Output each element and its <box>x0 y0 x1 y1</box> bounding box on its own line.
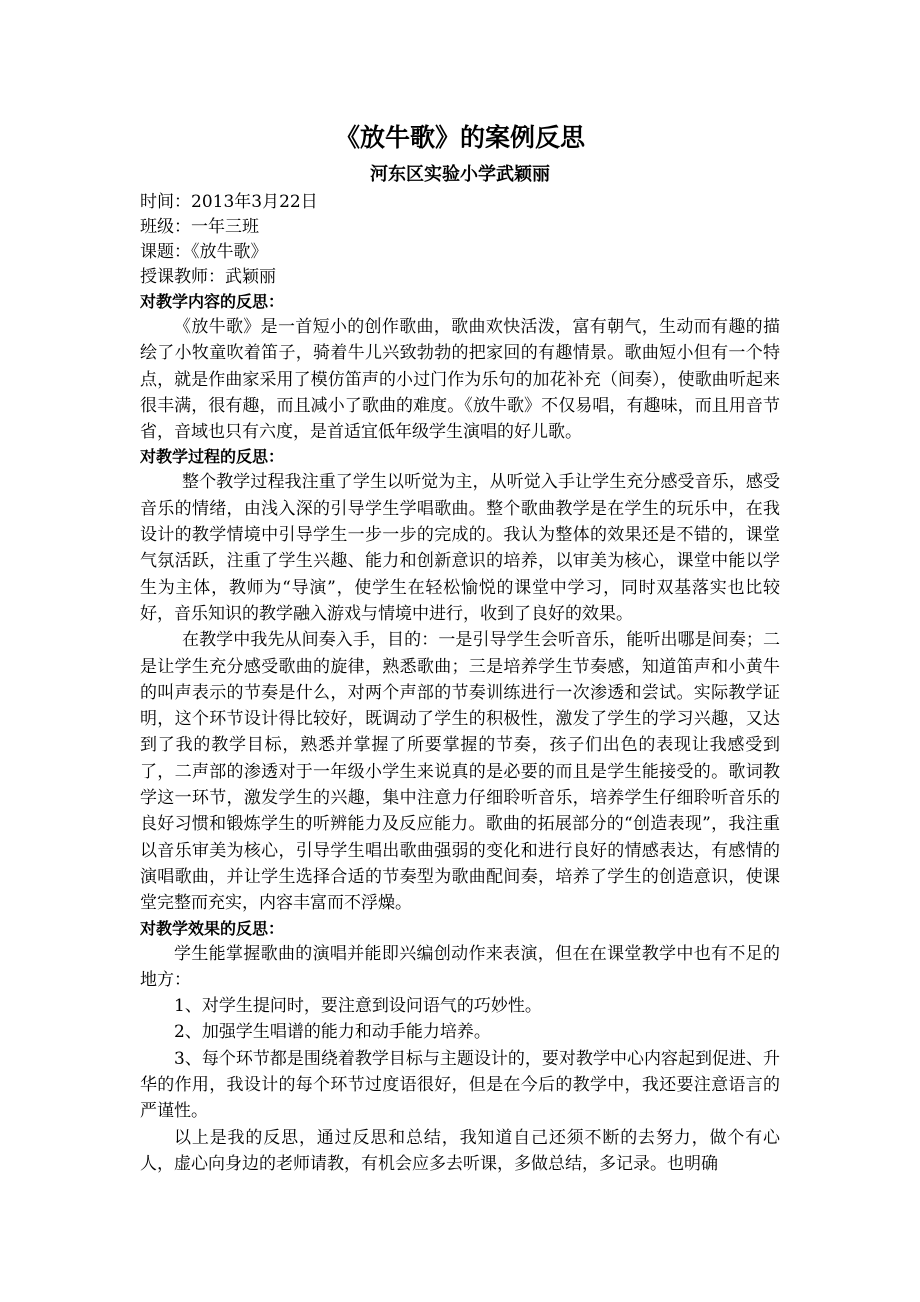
document-page <box>140 118 780 1177</box>
effect-paragraph-1: 学生能掌握歌曲的演唱并能即兴编创动作来表演，但在在课堂教学中也有不足的地方： <box>140 943 780 990</box>
section-heading-effect: 对教学效果的反思： <box>140 918 285 938</box>
process-paragraph-2: 在教学中我先从间奏入手，目的：一是引导学生会听音乐，能听出哪是间奏；二是让学生充分感受歌曲的旋律，熟悉歌曲；三是培养学生节奏感，知道笛声和小黄牛的叫声表示的节奏是什么，对两个声部的节奏训练进行一次渗透和尝试。实际教学证明，这个环节设计得比较好，既调动了学生的积极性，激发了学生的学习兴趣，又达到了我的教学目标，熟悉并掌握了所要掌握的节奏，孩子们出色的表现让我感受到了，二声部的渗透对于一年级小学生来说真的是必要的而且是学生能接受的。歌词教学这一环节，激发学生的兴趣，集中注意力仔细聆听音乐，培养学生仔细聆听音乐的良好习惯和锻炼学生的听辨能力及反应能力。歌曲的拓展部分的“创造表现”，我注重以音乐审美为核心，引导学生唱出歌曲强弱的变化和进行良好的情感表达，有感情的演唱歌曲，并让学生选择合适的节奏型为歌曲配间奏，培养了学生的创造意识，使课堂完整而充实，内容丰富而不浮燥。 <box>140 630 780 914</box>
effect-list-item-3: 3、每个环节都是围绕着教学目标与主题设计的，要对教学中心内容起到促进、升华的作用，我设计的每个环节过度语很好，但是在今后的教学中，我还要注意语言的严谨性。 <box>140 1048 780 1122</box>
effect-paragraph-2: 以上是我的反思，通过反思和总结，我知道自己还须不断的去努力，做个有心人，虚心向身边的老师请教，有机会应多去听课，多做总结，多记录。也明确 <box>140 1127 780 1174</box>
effect-list-item-1: 1、对学生提问时，要注意到设问语气的巧妙性。 <box>174 996 542 1017</box>
process-paragraph-1: 整个教学过程我注重了学生以听觉为主，从听觉入手让学生充分感受音乐，感受音乐的情绪，由浅入深的引导学生学唱歌曲。整个歌曲教学是在学生的玩乐中，在我设计的教学情境中引导学生一步一步的完成的。我认为整体的效果还是不错的，课堂气氛活跃，注重了学生兴趣、能力和创新意识的培养，以审美为核心，课堂中能以学生为主体，教师为“导演”，使学生在轻松愉悦的课堂中学习，同时双基落实也比较好，音乐知识的教学融入游戏与情境中进行，收到了良好的效果。 <box>140 472 780 624</box>
author-line: 河东区实验小学武颖丽 <box>370 164 550 185</box>
meta-time: 时间：2013年3月22日 <box>140 192 318 212</box>
meta-class: 班级：一年三班 <box>140 217 259 237</box>
content-paragraph: 《放牛歌》是一首短小的创作歌曲，歌曲欢快活泼，富有朝气，生动而有趣的描绘了小牧童吹着笛子，骑着牛儿兴致勃勃的把家回的有趣情景。歌曲短小但有一个特点，就是作曲家采用了模仿笛声的小过门作为乐句的加花补充（间奏），使歌曲听起来很丰满，很有趣，而且减小了歌曲的难度。《放牛歌》不仅易唱，有趣味，而且用音节省，音域也只有六度，是首适宜低年级学生演唱的好儿歌。 <box>140 317 780 443</box>
effect-list-item-2: 2、加强学生唱谱的能力和动手能力培养。 <box>174 1022 491 1043</box>
section-heading-content: 对教学内容的反思： <box>140 292 285 311</box>
meta-teacher: 授课教师：武颖丽 <box>140 267 276 287</box>
meta-topic: 课题：《放牛歌》 <box>140 242 268 262</box>
section-heading-process: 对教学过程的反思： <box>140 447 285 467</box>
document-title: 《放牛歌》的案例反思 <box>334 123 585 152</box>
